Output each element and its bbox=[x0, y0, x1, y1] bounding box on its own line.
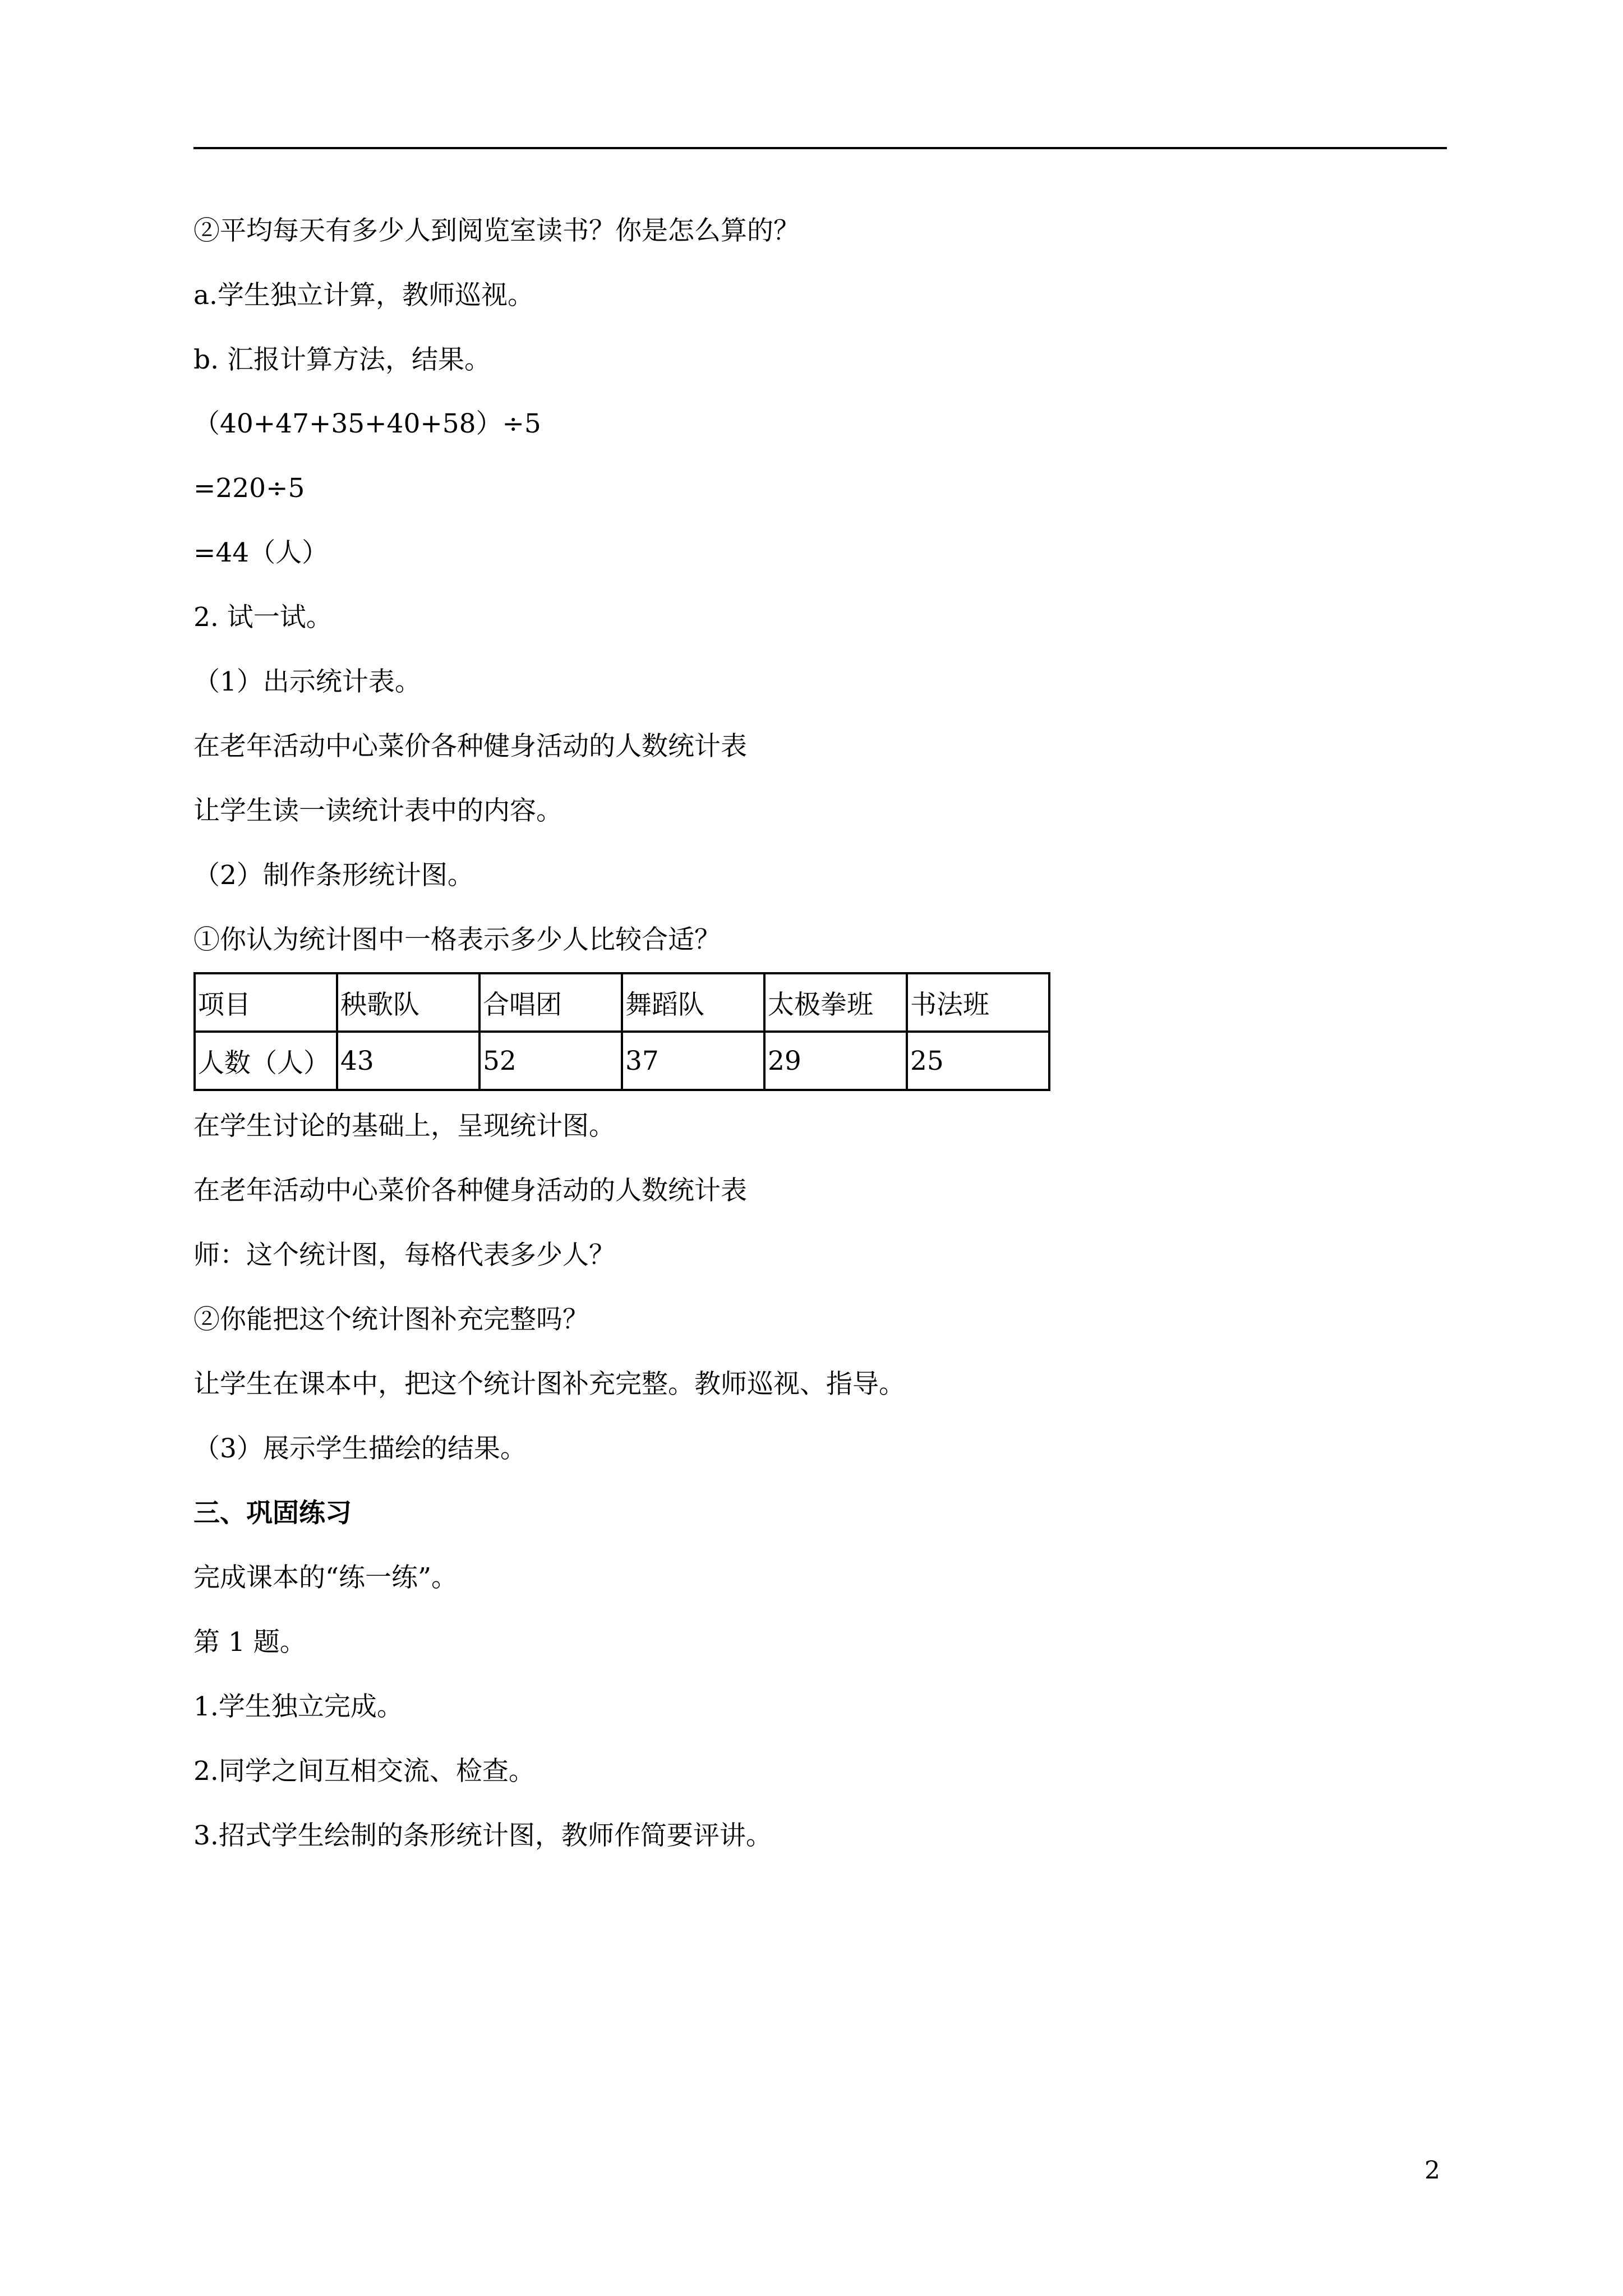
table-cell: 秧歌队 bbox=[337, 973, 479, 1032]
question-scale: ①你认为统计图中一格表示多少人比较合适？ bbox=[193, 924, 721, 955]
table-row bbox=[195, 1032, 1049, 1090]
complete-chart-text: 让学生在课本中，把这个统计图补充完整。教师巡视、指导。 bbox=[193, 1369, 905, 1400]
table-cell: 合唱团 bbox=[479, 973, 622, 1032]
question-complete: ②你能把这个统计图补充完整吗？ bbox=[193, 1304, 589, 1335]
practice-intro: 完成课本的“练一练”。 bbox=[193, 1562, 458, 1593]
step-1: （1）出示统计表。 bbox=[193, 666, 421, 697]
table-cell: 29 bbox=[764, 1032, 907, 1090]
section-try: 2. 试一试。 bbox=[193, 602, 333, 633]
teacher-question: 师：这个统计图，每格代表多少人？ bbox=[193, 1240, 615, 1271]
step-2: （2）制作条形统计图。 bbox=[193, 860, 474, 891]
table-cell: 52 bbox=[479, 1032, 622, 1090]
formula-line-2: =220÷5 bbox=[193, 473, 305, 504]
table-cell: 人数（人） bbox=[195, 1032, 337, 1090]
chart-title: 在老年活动中心菜价各种健身活动的人数统计表 bbox=[193, 1175, 747, 1206]
exercise-step-1: 1.学生独立完成。 bbox=[193, 1691, 403, 1722]
read-table-text: 让学生读一读统计表中的内容。 bbox=[193, 795, 562, 826]
table-cell: 书法班 bbox=[907, 973, 1049, 1032]
step-b: b. 汇报计算方法，结果。 bbox=[193, 344, 491, 375]
formula-line-1: （40+47+35+40+58）÷5 bbox=[193, 408, 541, 439]
activity-stats-table bbox=[193, 972, 1050, 1091]
table-cell: 37 bbox=[622, 1032, 764, 1090]
table-cell: 舞蹈队 bbox=[622, 973, 764, 1032]
exercise-step-3: 3.招式学生绘制的条形统计图，教师作简要评讲。 bbox=[193, 1820, 772, 1851]
table-cell: 项目 bbox=[195, 973, 337, 1032]
table-cell: 43 bbox=[337, 1032, 479, 1090]
table-cell: 25 bbox=[907, 1032, 1049, 1090]
exercise-1: 第 1 题。 bbox=[193, 1627, 306, 1658]
step-3: （3）展示学生描绘的结果。 bbox=[193, 1433, 527, 1464]
table-cell: 太极拳班 bbox=[764, 973, 907, 1032]
discussion-text: 在学生讨论的基础上，呈现统计图。 bbox=[193, 1111, 615, 1142]
table-title: 在老年活动中心菜价各种健身活动的人数统计表 bbox=[193, 731, 747, 762]
question-2: ②平均每天有多少人到阅览室读书？你是怎么算的？ bbox=[193, 215, 800, 246]
formula-line-3: =44（人） bbox=[193, 537, 329, 568]
exercise-step-2: 2.同学之间互相交流、检查。 bbox=[193, 1756, 535, 1787]
header-rule bbox=[193, 147, 1447, 149]
table-header-row bbox=[195, 973, 1049, 1032]
section-heading-practice: 三、巩固练习 bbox=[193, 1498, 352, 1529]
step-a: a.学生独立计算，教师巡视。 bbox=[193, 280, 534, 311]
page-number: 2 bbox=[1424, 2156, 1440, 2185]
